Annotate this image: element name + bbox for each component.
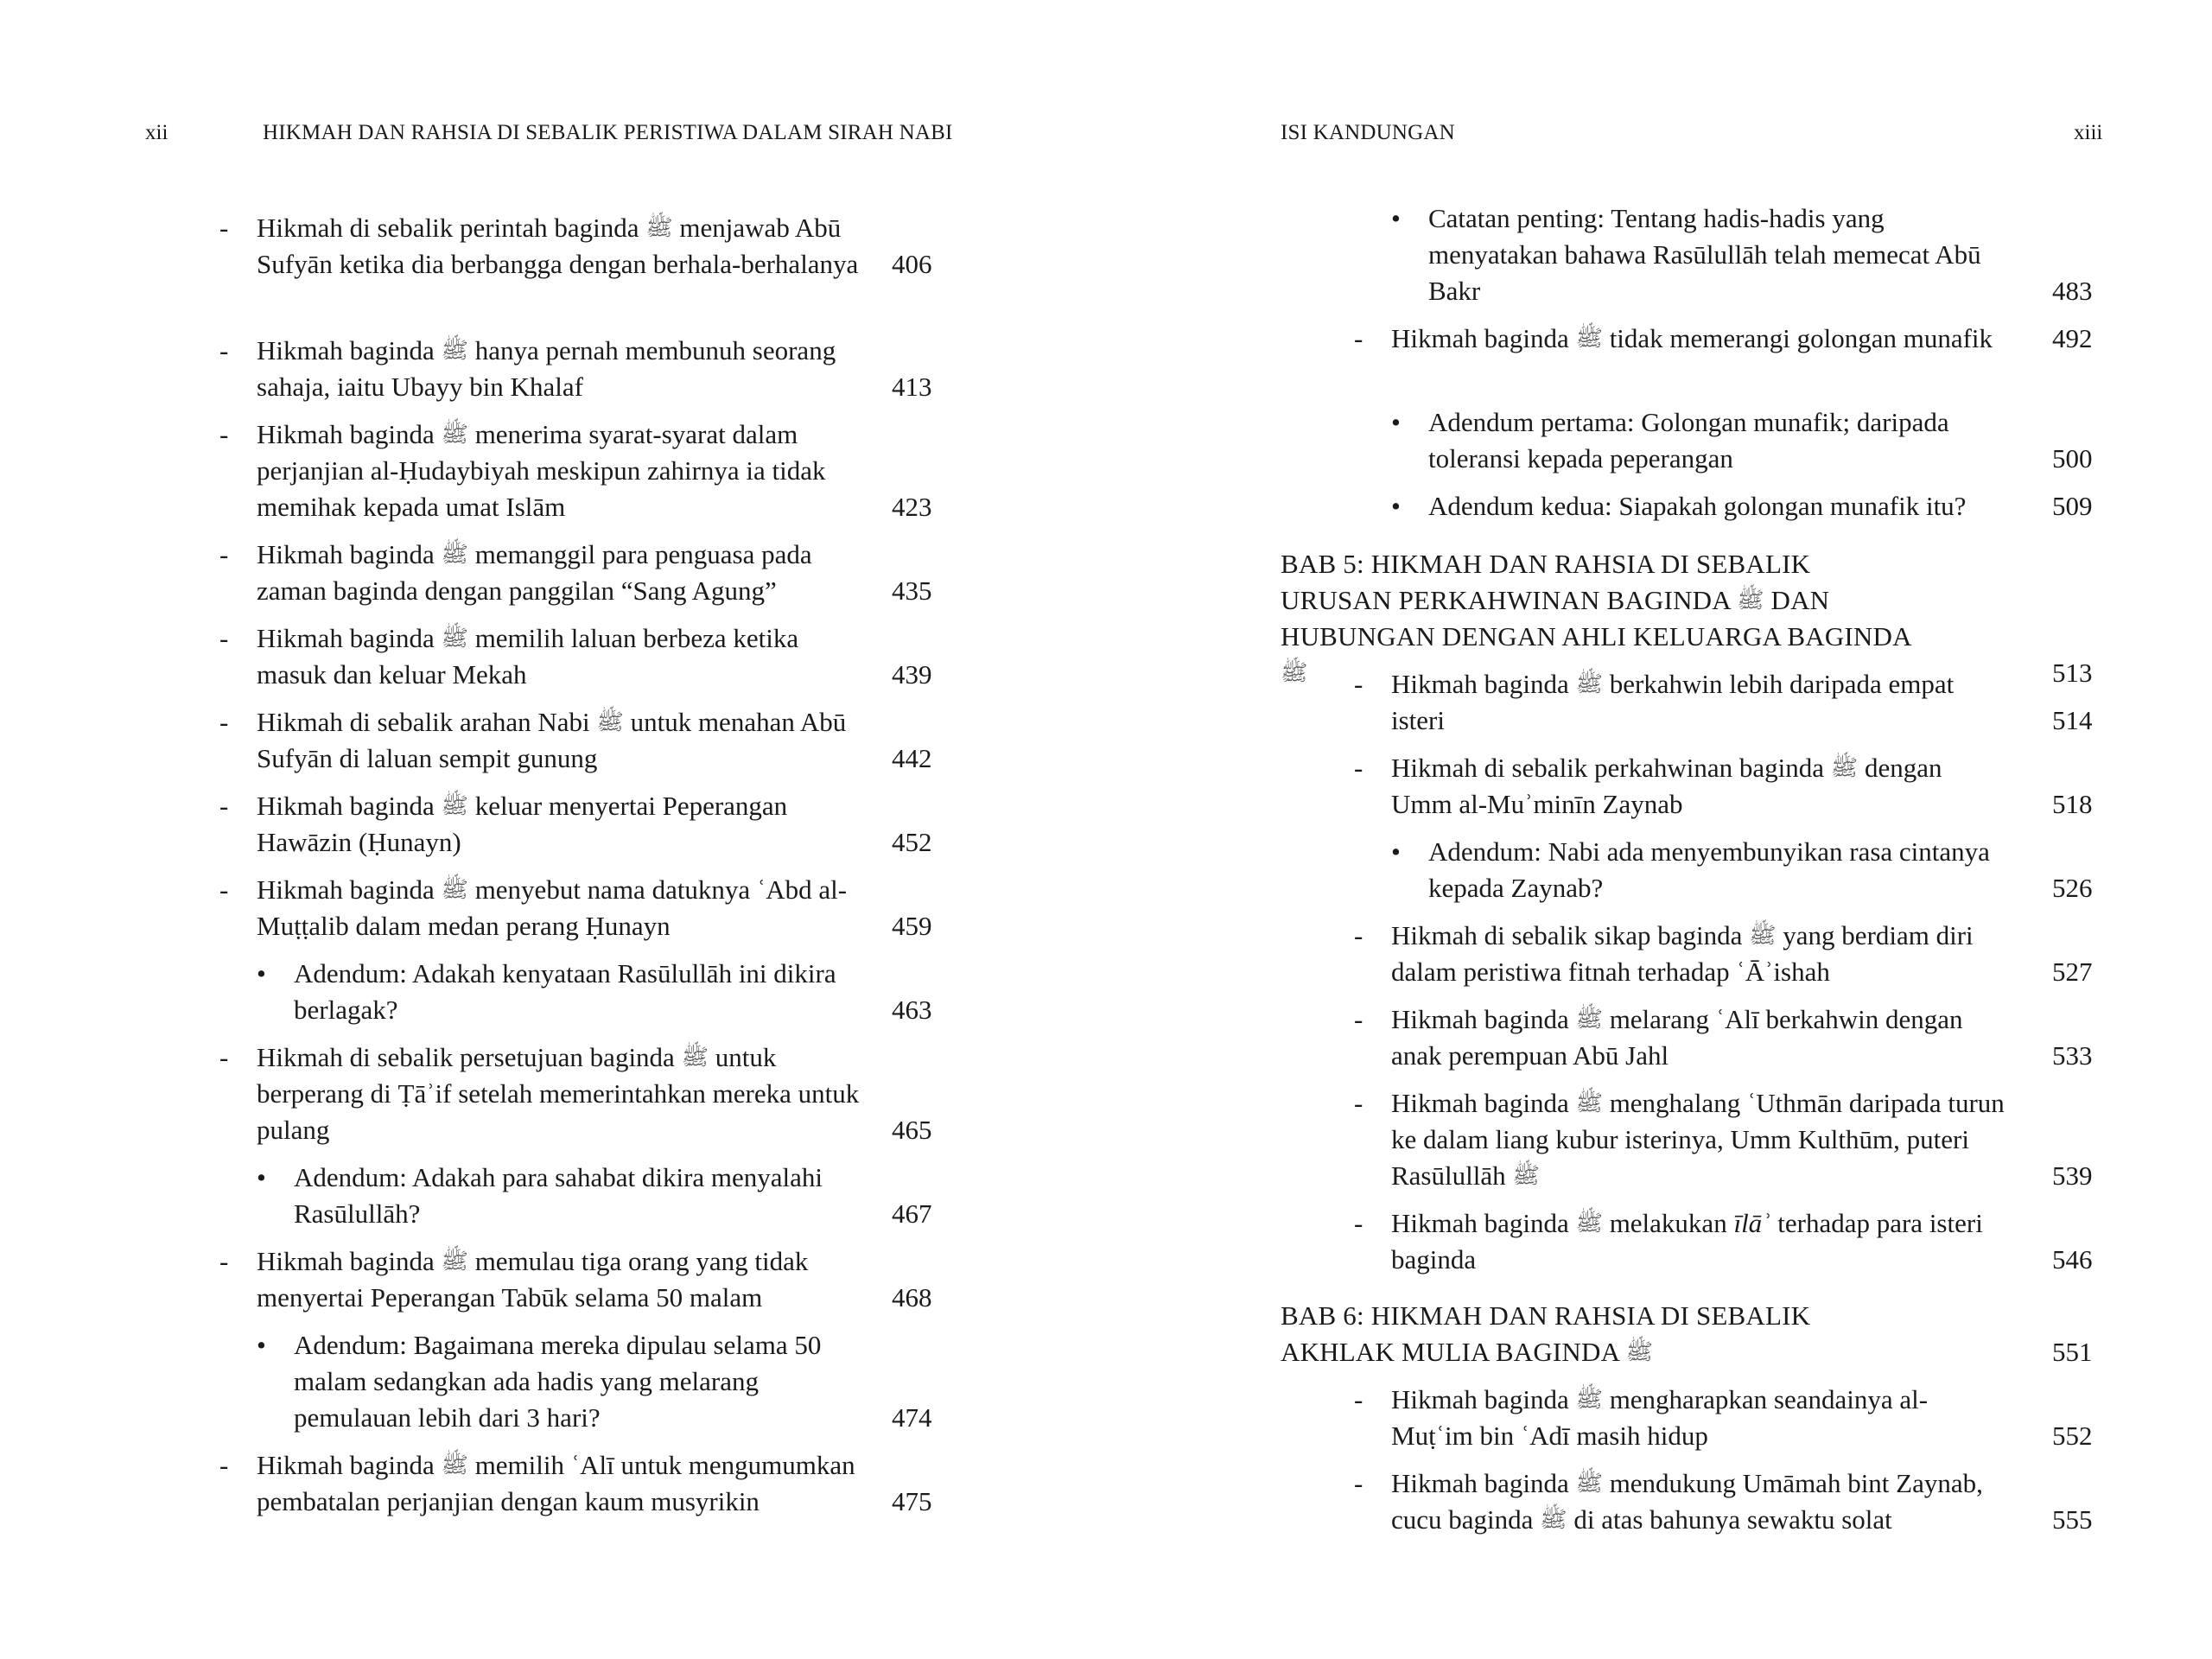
toc-subentry: [257, 956, 937, 1028]
dash-marker: -: [219, 213, 229, 243]
dash-marker: -: [219, 419, 229, 449]
dash-marker: -: [1354, 920, 1363, 950]
entry-text: Hikmah baginda ﷺ menerima syarat-syarat dalam perjanjian al-Ḥudaybiyah meskipun zahirnya ia tidak memihak kepada umat Islām: [257, 419, 826, 522]
chapter-title: BAB 5: HIKMAH DAN RAHSIA DI SEBALIK URUSAN PERKAHWINAN BAGINDA ﷺ DAN HUBUNGAN DENGAN AHLI KELUARGA BAGINDA ﷺ: [1281, 549, 1910, 686]
bullet-marker: •: [257, 1330, 266, 1360]
page-number: 423: [892, 492, 932, 522]
entry-text: Hikmah di sebalik persetujuan baginda ﷺ untuk berperang di Ṭāʾif setelah memerintahkan mereka untuk pulang: [257, 1042, 860, 1145]
toc-entry: [219, 333, 937, 405]
toc-entry: [1354, 918, 2108, 990]
page-number: 552: [2052, 1421, 2093, 1451]
entry-text: Hikmah baginda ﷺ menghalang ʿUthmān daripada turun ke dalam liang kubur isterinya, Umm Kulthūm, puteri Rasūlullāh ﷺ: [1391, 1088, 2005, 1191]
entry-text: Adendum kedua: Siapakah golongan munafik itu?: [1428, 491, 1967, 521]
toc-entry: [219, 872, 937, 944]
toc-entry: [219, 1039, 937, 1148]
dash-marker: -: [219, 1246, 229, 1276]
dash-marker: -: [219, 335, 229, 365]
page-number: 533: [2052, 1040, 2093, 1071]
entry-text: Hikmah baginda ﷺ memilih laluan berbeza ketika masuk dan keluar Mekah: [257, 623, 799, 690]
entry-text: Hikmah di sebalik perintah baginda ﷺ menjawab Abū Sufyān ketika dia berbangga dengan berhala-berhalanya: [257, 213, 859, 279]
entry-text: Hikmah baginda ﷺ melakukan īlāʾ terhadap para isteri baginda: [1391, 1208, 1983, 1274]
toc-entry: [1354, 1465, 2108, 1538]
toc-subentry: [1391, 200, 2108, 309]
entry-text: Hikmah baginda ﷺ hanya pernah membunuh seorang sahaja, iaitu Ubayy bin Khalaf: [257, 335, 836, 402]
entry-text: Adendum pertama: Golongan munafik; daripada toleransi kepada peperangan: [1428, 407, 1949, 474]
chapter-title: BAB 6: HIKMAH DAN RAHSIA DI SEBALIK AKHLAK MULIA BAGINDA ﷺ: [1281, 1300, 1811, 1367]
folio: xiii: [2074, 121, 2103, 144]
dash-marker: -: [219, 539, 229, 569]
page-number: 513: [2052, 658, 2093, 688]
entry-text: Hikmah di sebalik perkahwinan baginda ﷺ dengan Umm al-Muʾminīn Zaynab: [1391, 753, 1942, 819]
entry-text: Hikmah baginda ﷺ keluar menyertai Peperangan Hawāzin (Ḥunayn): [257, 791, 788, 857]
toc-subentry: [1391, 834, 2108, 906]
page-number: 435: [892, 575, 932, 606]
toc-entry: [1354, 1205, 2108, 1278]
entry-text: Hikmah baginda ﷺ melarang ʿAlī berkahwin dengan anak perempuan Abū Jahl: [1391, 1004, 1963, 1071]
toc-subentry: [257, 1327, 937, 1436]
toc-subentry: [1391, 404, 2108, 477]
entry-text: Hikmah baginda ﷺ mengharapkan seandainya al-Muṭʿim bin ʿAdī masih hidup: [1391, 1384, 1929, 1451]
page-number: 406: [892, 249, 932, 279]
page-number: 551: [2052, 1337, 2093, 1367]
toc-entry: [1354, 1001, 2108, 1074]
page-number: 468: [892, 1282, 932, 1313]
entry-text: Adendum: Nabi ada menyembunyikan rasa cintanya kepada Zaynab?: [1428, 836, 1990, 903]
dash-marker: -: [219, 791, 229, 821]
toc-entry: [219, 1447, 937, 1520]
bullet-marker: •: [1391, 407, 1401, 437]
dash-marker: -: [1354, 1468, 1363, 1498]
entry-text: Hikmah di sebalik arahan Nabi ﷺ untuk menahan Abū Sufyān di laluan sempit gunung: [257, 707, 847, 773]
entry-text: Hikmah baginda ﷺ tidak memerangi golongan munafik: [1391, 323, 1993, 353]
toc-entry: [1354, 1382, 2108, 1454]
toc-entry: [219, 620, 937, 693]
page-number: 413: [892, 372, 932, 402]
page-number: 546: [2052, 1244, 2093, 1274]
page-number: 514: [2052, 705, 2093, 735]
dash-marker: -: [219, 707, 229, 737]
dash-marker: -: [1354, 1088, 1363, 1118]
toc-entry: [1354, 666, 2108, 739]
page-number: 442: [892, 743, 932, 773]
toc-entry: [219, 788, 937, 861]
dash-marker: -: [1354, 1208, 1363, 1238]
page-number: 526: [2052, 873, 2093, 903]
dash-marker: -: [1354, 323, 1363, 353]
bullet-marker: •: [257, 1162, 266, 1192]
page-number: 492: [2052, 323, 2093, 353]
entry-text: Hikmah baginda ﷺ mendukung Umāmah bint Zaynab, cucu baginda ﷺ di atas bahunya sewaktu solat: [1391, 1468, 1983, 1535]
entry-text: Adendum: Adakah para sahabat dikira menyalahi Rasūlullāh?: [294, 1162, 823, 1229]
toc-entry: [219, 210, 937, 283]
dash-marker: -: [1354, 669, 1363, 699]
page-number: 518: [2052, 789, 2093, 819]
page-number: 439: [892, 659, 932, 690]
page-number: 475: [892, 1486, 932, 1516]
entry-text: Adendum: Bagaimana mereka dipulau selama 50 malam sedangkan ada hadis yang melarang pemulauan lebih dari 3 hari?: [294, 1330, 822, 1433]
toc-subentry: [257, 1160, 937, 1232]
right-page: [1106, 0, 2212, 1659]
chapter-heading: [1281, 1298, 2108, 1370]
page-number: 465: [892, 1115, 932, 1145]
toc-subentry: [1391, 488, 2108, 524]
entry-text: Hikmah di sebalik sikap baginda ﷺ yang berdiam diri dalam peristiwa fitnah terhadap ʿĀʾishah: [1391, 920, 1974, 987]
toc-entry: [1354, 1085, 2108, 1194]
entry-text: Hikmah baginda ﷺ berkahwin lebih daripada empat isteri: [1391, 669, 1955, 735]
page-number: 555: [2052, 1504, 2093, 1535]
page-number: 509: [2052, 491, 2093, 521]
toc-entry: [219, 704, 937, 777]
entry-text: Catatan penting: Tentang hadis-hadis yang menyatakan bahawa Rasūlullāh telah memecat Abū Bakr: [1428, 203, 1981, 306]
folio: xii: [145, 121, 168, 144]
page-number: 500: [2052, 443, 2093, 474]
dash-marker: -: [219, 1042, 229, 1072]
dash-marker: -: [219, 1450, 229, 1480]
page-number: 483: [2052, 276, 2093, 306]
entry-text: Adendum: Adakah kenyataan Rasūlullāh ini dikira berlagak?: [294, 958, 836, 1025]
entry-text: Hikmah baginda ﷺ memilih ʿAlī untuk mengumumkan pembatalan perjanjian dengan kaum musyrikin: [257, 1450, 855, 1516]
toc-entry: [219, 537, 937, 609]
page-number: 467: [892, 1198, 932, 1229]
toc-entry: [1354, 750, 2108, 823]
dash-marker: -: [219, 623, 229, 653]
entry-text: Hikmah baginda ﷺ memanggil para penguasa pada zaman baginda dengan panggilan “Sang Agung”: [257, 539, 812, 606]
bullet-marker: •: [257, 958, 266, 988]
bullet-marker: •: [1391, 203, 1401, 233]
dash-marker: -: [219, 874, 229, 905]
page-number: 474: [892, 1402, 932, 1433]
toc-entry: [1354, 321, 2108, 357]
entry-text: Hikmah baginda ﷺ menyebut nama datuknya ʿAbd al-Muṭṭalib dalam medan perang Ḥunayn: [257, 874, 848, 941]
bullet-marker: •: [1391, 836, 1401, 867]
dash-marker: -: [1354, 1384, 1363, 1414]
page-number: 459: [892, 911, 932, 941]
toc-entry: [219, 416, 937, 525]
running-header: HIKMAH DAN RAHSIA DI SEBALIK PERISTIWA DALAM SIRAH NABI: [263, 121, 953, 144]
page-number: 463: [892, 995, 932, 1025]
dash-marker: -: [1354, 753, 1363, 783]
page-number: 527: [2052, 957, 2093, 987]
entry-text: Hikmah baginda ﷺ memulau tiga orang yang tidak menyertai Peperangan Tabūk selama 50 malam: [257, 1246, 809, 1313]
running-header: ISI KANDUNGAN: [1281, 121, 1455, 144]
dash-marker: -: [1354, 1004, 1363, 1034]
toc-entry: [219, 1243, 937, 1316]
page-number: 452: [892, 827, 932, 857]
bullet-marker: •: [1391, 491, 1401, 521]
page-number: 539: [2052, 1160, 2093, 1191]
